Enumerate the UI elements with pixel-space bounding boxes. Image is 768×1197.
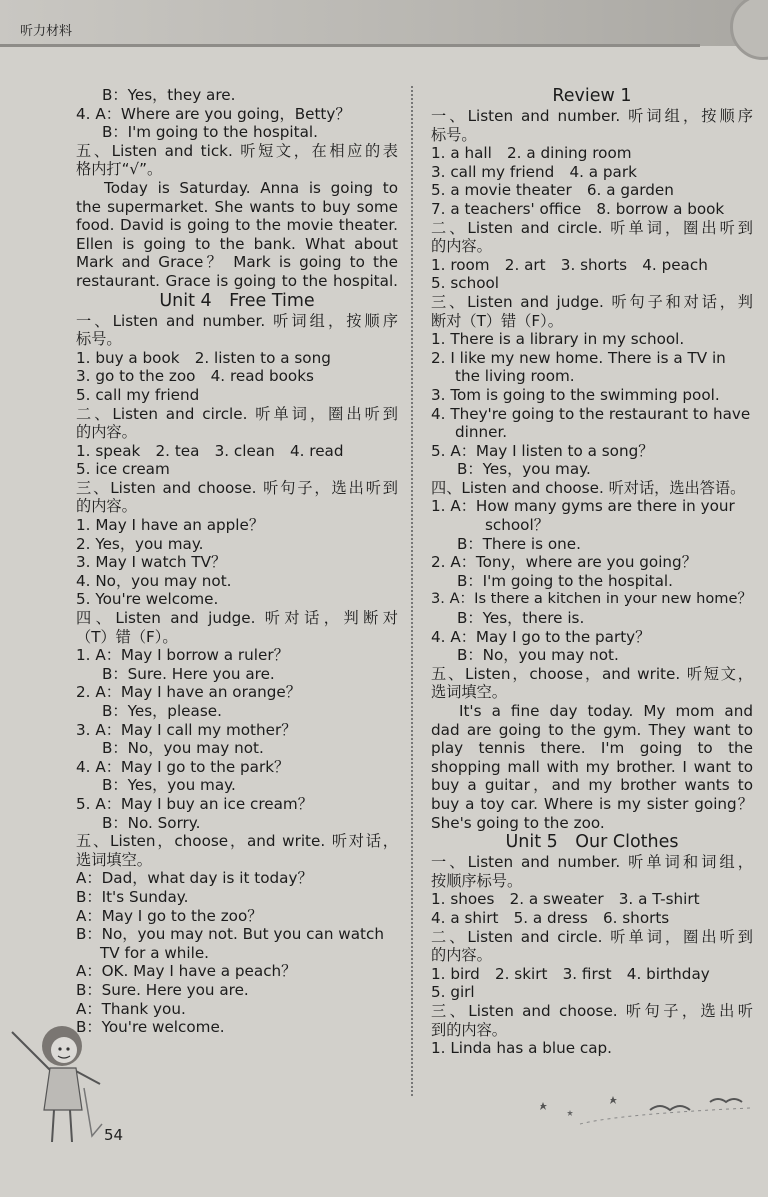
left-column: [76, 86, 398, 1037]
section-heading: 格内打“√”。: [76, 160, 163, 179]
section-heading: 一、Listen and number. 听词组，按顺序: [431, 107, 753, 125]
section-heading: 的内容。: [76, 497, 137, 516]
text-line: 4. A：Where are you going，Betty？: [76, 104, 351, 123]
text-line: 4. A：May I go to the party？: [431, 627, 651, 646]
text-line: 1. shoes 2. a sweater 3. a T-shirt: [431, 890, 700, 909]
section-heading: （T）错（F）。: [76, 627, 178, 646]
text-line: 1. Linda has a blue cap.: [431, 1039, 612, 1058]
dialogue-line: B：It's Sunday.: [76, 887, 189, 906]
review-title: Review 1: [552, 86, 632, 106]
section-heading: 二、Listen and circle. 听单词，圈出听到: [431, 927, 753, 946]
column-divider: [411, 86, 413, 1096]
section-heading: 五、Listen and tick. 听短文，在相应的表: [76, 141, 398, 160]
text-line: 5. call my friend: [76, 385, 200, 404]
section-heading: 选词填空。: [76, 850, 152, 869]
dialogue-line: B：Sure. Here you are.: [76, 980, 249, 999]
unit-title: Unit 4 Free Time: [159, 290, 315, 311]
text-line: B：Yes，they are.: [102, 86, 236, 104]
text-line: B：No，you may not.: [102, 739, 264, 758]
text-line: B：Yes，you may.: [457, 460, 591, 479]
section-heading: 的内容。: [431, 946, 492, 965]
text-line: 1. There is a library in my school.: [431, 330, 685, 349]
text-line: 5. a movie theater 6. a garden: [431, 181, 674, 200]
text-line: 2. Yes，you may.: [76, 534, 204, 553]
text-line: B：Sure. Here you are.: [102, 664, 275, 683]
dialogue-line: A：OK. May I have a peach？: [76, 962, 297, 981]
text-line: 5. ice cream: [76, 460, 170, 479]
text-line: B：Yes，there is.: [457, 609, 585, 628]
text-line: 2. A：Tony，where are you going？: [431, 553, 697, 572]
section-heading: 一、Listen and number. 听词组，按顺序: [76, 311, 398, 330]
section-heading: 二、Listen and circle. 听单词，圈出听到: [76, 404, 398, 423]
text-line: dinner.: [455, 423, 508, 442]
section-heading: 五、Listen，choose，and write. 听短文，: [431, 664, 753, 683]
dialogue-line: TV for a while.: [100, 943, 209, 962]
text-line: 3. A：Is there a kitchen in your new home？: [431, 590, 753, 608]
section-heading: 一、Listen and number. 听单词和词组，: [431, 853, 753, 872]
text-line: 4. No，you may not.: [76, 571, 232, 590]
dialogue-line: B：You're welcome.: [76, 1018, 225, 1037]
paragraph-line: Today is Saturday. Anna is going to: [104, 178, 398, 197]
text-line: 5. A：May I listen to a song？: [431, 441, 654, 460]
text-line: B：I'm going to the hospital.: [102, 123, 318, 142]
text-line: 2. A：May I have an orange？: [76, 683, 301, 702]
text-line: the living room.: [455, 367, 575, 386]
paragraph-line: buy a guitar，and my brother wants to: [431, 776, 753, 795]
paragraph-line: play tennis there. I'm going to the: [431, 739, 753, 758]
section-heading: 的内容。: [431, 237, 492, 256]
section-heading: 四、Listen and choose. 听对话，选出答语。: [431, 478, 746, 497]
paragraph-line: restaurant. Grace is going to the hospital.: [76, 271, 398, 290]
dialogue-line: B：No，you may not. But you can watch: [76, 925, 384, 944]
paragraph-line: shopping mall with my brother. I want to: [431, 757, 753, 776]
paragraph-line: dad are going to the gym. They want to: [431, 720, 753, 739]
text-line: 1. a hall 2. a dining room: [431, 144, 632, 163]
section-heading: 五、Listen，choose，and write. 听对话，: [76, 832, 398, 851]
text-line: school？: [485, 516, 549, 535]
paragraph-line: Mark and Grace？ Mark is going to the: [76, 253, 398, 272]
text-line: 3. go to the zoo 4. read books: [76, 367, 314, 386]
text-line: 1. A：How many gyms are there in your: [431, 497, 735, 516]
girl-illustration: [10, 1018, 110, 1148]
text-line: 1. buy a book 2. listen to a song: [76, 348, 331, 367]
text-line: B：Yes，please.: [102, 702, 222, 720]
paragraph-line: food. David is going to the movie theater.: [76, 216, 398, 235]
paragraph-line: the supermarket. She wants to buy some: [76, 197, 398, 216]
section-heading: 三、Listen and choose. 听句子，选出听到: [76, 478, 398, 497]
text-line: 3. Tom is going to the swimming pool.: [431, 385, 720, 404]
text-line: B：No. Sorry.: [102, 813, 201, 832]
header-rule: [0, 44, 700, 47]
text-line: 4. A：May I go to the park？: [76, 757, 290, 776]
text-line: 4. They're going to the restaurant to have: [431, 404, 751, 423]
paragraph-line: Ellen is going to the bank. What about: [76, 234, 398, 253]
header-title: 听力材料: [20, 24, 73, 39]
dialogue-line: A：Dad，what day is it today？: [76, 869, 313, 888]
paragraph-line: buy a toy car. Where is my sister going？: [431, 794, 753, 813]
unit-title: Unit 5 Our Clothes: [505, 832, 679, 853]
dialogue-line: A：May I go to the zoo？: [76, 906, 263, 925]
section-heading: 标号。: [431, 125, 477, 144]
right-column: [431, 86, 753, 1058]
text-line: 5. A：May I buy an ice cream？: [76, 794, 313, 813]
section-heading: 四、Listen and judge. 听对话，判断对: [76, 609, 398, 628]
text-line: 3. May I watch TV？: [76, 553, 227, 572]
section-heading: 二、Listen and circle. 听单词，圈出听到: [431, 218, 753, 237]
text-line: B：I'm going to the hospital.: [457, 571, 673, 590]
section-heading: 三、Listen and choose. 听句子，选出听: [431, 1001, 753, 1020]
text-line: 5. You're welcome.: [76, 590, 219, 609]
text-line: 3. A：May I call my mother？: [76, 720, 297, 739]
text-line: 4. a shirt 5. a dress 6. shorts: [431, 908, 670, 927]
dialogue-line: A：Thank you.: [76, 999, 186, 1018]
page-header: [0, 0, 768, 46]
stars-decoration: [520, 1090, 760, 1130]
section-heading: 标号。: [76, 330, 122, 349]
section-heading: 三、Listen and judge. 听句子和对话，判: [431, 292, 753, 311]
text-line: 2. I like my new home. There is a TV in: [431, 348, 726, 367]
section-heading: 到的内容。: [431, 1020, 507, 1039]
text-line: 1. May I have an apple？: [76, 516, 265, 535]
text-line: 1. room 2. art 3. shorts 4. peach: [431, 255, 708, 274]
text-line: 5. school: [431, 274, 500, 293]
header-decoration: [730, 0, 768, 60]
paragraph-line: She's going to the zoo.: [431, 813, 605, 832]
text-line: 1. A：May I borrow a ruler？: [76, 646, 289, 665]
section-heading: 选词填空。: [431, 683, 507, 702]
section-heading: 的内容。: [76, 423, 137, 442]
section-heading: 按顺序标号。: [431, 871, 523, 890]
text-line: B：No，you may not.: [457, 646, 619, 665]
section-heading: 断对（T）错（F）。: [431, 311, 563, 330]
text-line: 5. girl: [431, 983, 475, 1002]
page-number: 54: [104, 1126, 124, 1144]
text-line: 1. speak 2. tea 3. clean 4. read: [76, 441, 344, 460]
text-line: B：There is one.: [457, 534, 581, 553]
text-line: 7. a teachers' office 8. borrow a book: [431, 199, 725, 218]
text-line: 3. call my friend 4. a park: [431, 162, 637, 181]
text-line: B：Yes，you may.: [102, 776, 236, 795]
text-line: 1. bird 2. skirt 3. first 4. birthday: [431, 964, 710, 983]
paragraph-line: It's a fine day today. My mom and: [459, 702, 753, 720]
